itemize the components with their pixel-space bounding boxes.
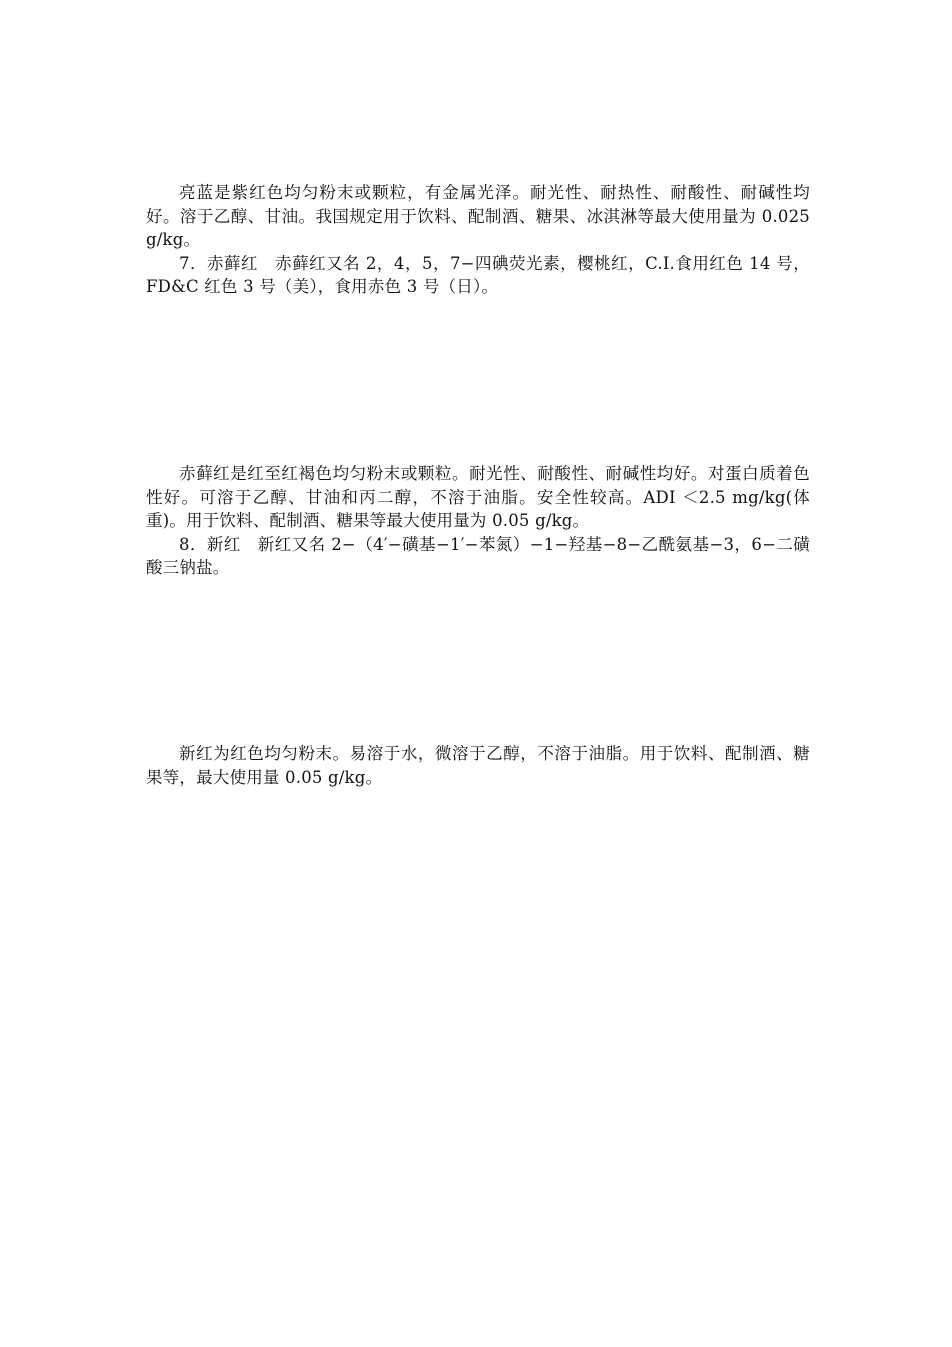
paragraph-erythrosine-properties: 赤藓红是红至红褐色均匀粉末或颗粒。耐光性、耐酸性、耐碱性均好。对蛋白质着色性好。可溶于乙醇、甘油和丙二醇，不溶于油脂。安全性较高。ADI ＜2.5 mg/kg(体重)。用于饮料、配制酒、糖果等最大使用量为 0.05 g/kg。	[146, 464, 810, 530]
paragraph-new-red-heading: 8．新红 新红又名 2−（4′−磺基−1′−苯氮）−1−羟基−8−乙酰氨基−3，6−二磺酸三钠盐。	[146, 534, 810, 577]
paragraph-new-red-properties: 新红为红色均匀粉末。易溶于水，微溶于乙醇，不溶于油脂。用于饮料、配制酒、糖果等，最大使用量 0.05 g/kg。	[146, 744, 810, 787]
paragraph-brilliant-blue-properties: 亮蓝是紫红色均匀粉末或颗粒，有金属光泽。耐光性、耐热性、耐酸性、耐碱性均好。溶于乙醇、甘油。我国规定用于饮料、配制酒、糖果、冰淇淋等最大使用量为 0.025 g/kg。	[146, 183, 810, 249]
text-block-erythrosine	[146, 462, 810, 580]
text-block-brilliant-blue	[146, 181, 810, 299]
paragraph-erythrosine-heading: 7．赤藓红 赤藓红又名 2，4，5，7−四碘荧光素，樱桃红，C.I.食用红色 14 号，FD&C 红色 3 号（美），食用赤色 3 号（日）。	[146, 253, 810, 296]
text-block-new-red	[146, 742, 810, 789]
